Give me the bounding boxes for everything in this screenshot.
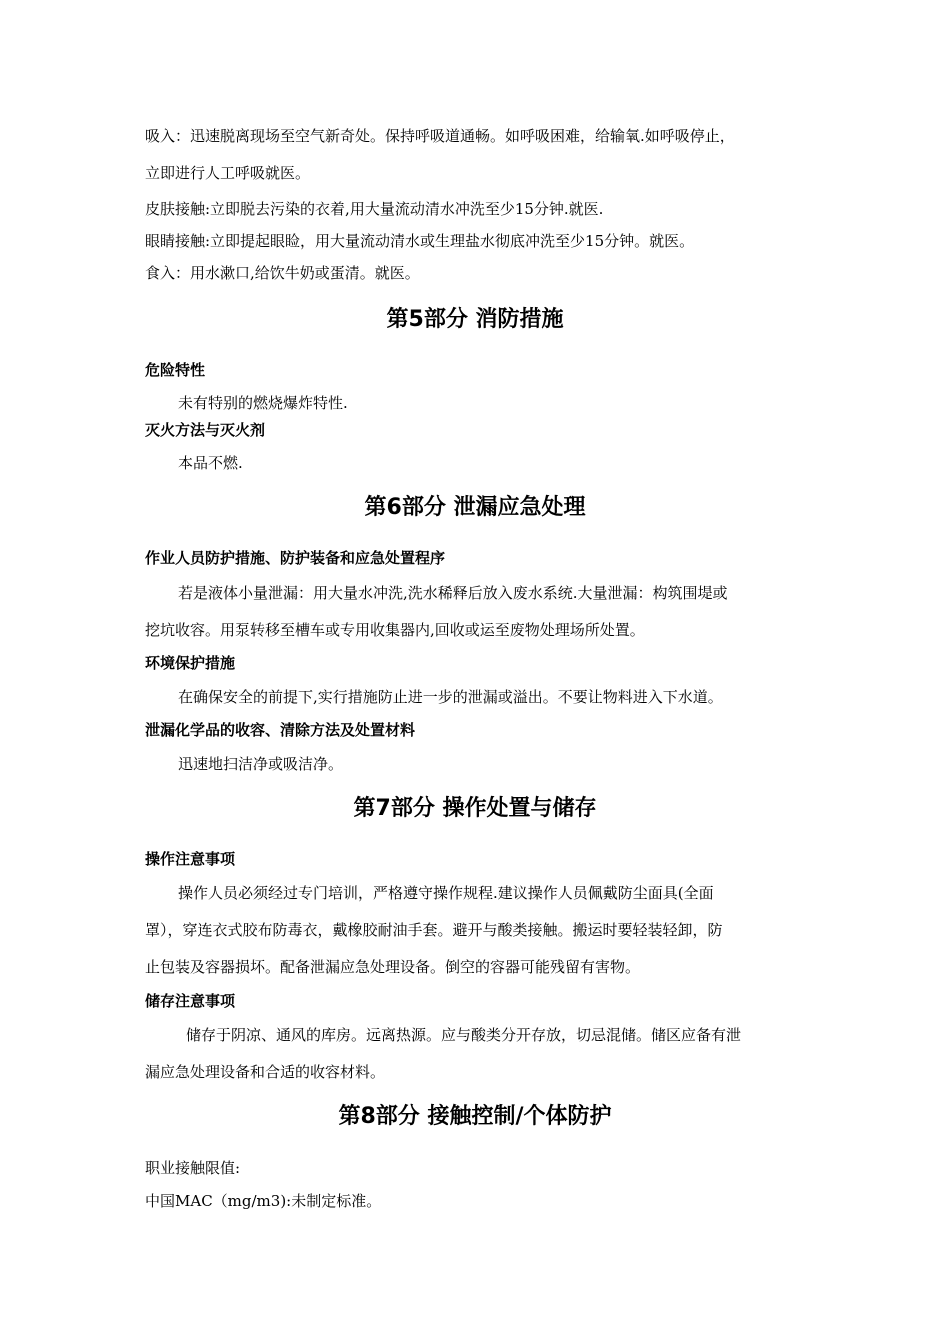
exposure-limit-label: 职业接触限值: [145,1159,241,1177]
hazard-heading: 危险特性 [145,361,206,379]
section-7-title: 第7部分 操作处置与储存 [353,796,597,821]
storage-text-line-2: 漏应急处理设备和合适的收容材料。 [145,1063,386,1081]
hazard-text: 未有特别的燃烧爆炸特性. [178,394,348,412]
extinguish-heading: 灭火方法与灭火剂 [145,421,266,439]
operation-text-line-2: 罩），穿连衣式胶布防毒衣，戴橡胶耐油手套。避开与酸类接触。搬运时要轻装轻卸，防 [145,921,723,939]
environment-heading: 环境保护措施 [145,654,236,672]
operation-text-line-3: 止包装及容器损坏。配备泄漏应急处理设备。倒空的容器可能残留有害物。 [145,958,641,976]
environment-text: 在确保安全的前提下,实行措施防止进一步的泄漏或溢出。不要让物料进入下水道。 [178,688,723,706]
china-mac-text: 中国MAC（mg/m3):未制定标准。 [145,1192,382,1210]
extinguish-text: 本品不燃. [178,454,243,472]
personnel-text-line-1: 若是液体小量泄漏：用大量水冲洗,洗水稀释后放入废水系统.大量泄漏：构筑围堤或 [178,584,728,602]
ingestion-text: 食入：用水漱口,给饮牛奶或蛋清。就医。 [145,264,420,282]
section-8-title: 第8部分 接触控制/个体防护 [338,1104,612,1129]
inhalation-text-line-2: 立即进行人工呼吸就医。 [145,164,311,182]
eye-contact-text: 眼睛接触:立即提起眼睑，用大量流动清水或生理盐水彻底冲洗至少15分钟。就医。 [145,232,695,250]
personnel-heading: 作业人员防护措施、防护装备和应急处置程序 [145,549,446,567]
storage-text-line-1: 储存于阴凉、通风的库房。远离热源。应与酸类分开存放，切忌混储。储区应备有泄 [186,1026,742,1044]
personnel-text-line-2: 挖坑收容。用泵转移至槽车或专用收集器内,回收或运至废物处理场所处置。 [145,621,645,639]
skin-contact-text: 皮肤接触:立即脱去污染的衣着,用大量流动清水冲洗至少15分钟.就医. [145,200,604,218]
operation-text-line-1: 操作人员必须经过专门培训，严格遵守操作规程.建议操作人员佩戴防尘面具(全面 [178,884,714,902]
section-5-title: 第5部分 消防措施 [386,307,564,332]
section-6-title: 第6部分 泄漏应急处理 [364,495,586,520]
inhalation-text-line-1: 吸入：迅速脱离现场至空气新奇处。保持呼吸道通畅。如呼吸困难，给输氧.如呼吸停止， [145,127,735,145]
storage-heading: 储存注意事项 [145,992,236,1010]
cleanup-text: 迅速地扫洁净或吸洁净。 [178,755,344,773]
cleanup-heading: 泄漏化学品的收容、清除方法及处置材料 [145,721,416,739]
operation-heading: 操作注意事项 [145,850,236,868]
